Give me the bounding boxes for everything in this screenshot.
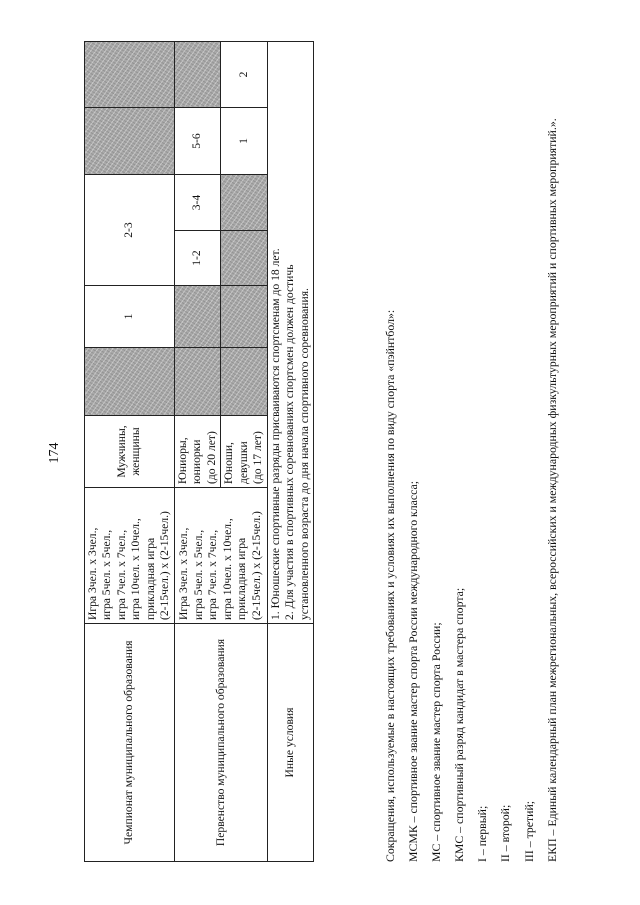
rank-requirements-table — [84, 41, 314, 862]
page-number: 174 — [47, 442, 62, 464]
abbreviation-item: КМС – спортивный разряд кандидат в мастера спорта; — [452, 587, 467, 862]
rotated-page-content — [64, 42, 624, 862]
abbreviations-intro: Сокращения, используемые в настоящих требованиях и условиях их выполнения по виду спорта «пэйнтбол»: — [383, 309, 397, 862]
shaded-cell — [85, 108, 175, 175]
rank-value: 1 — [221, 108, 267, 175]
abbreviation-item: МСМК – спортивное звание мастер спорта России международного класса; — [406, 480, 421, 862]
rank-value: 2 — [221, 42, 267, 108]
discipline-list: Игра 3чел. х 3чел., игра 5чел. х 5чел., игра 7чел. х 7чел., игра 10чел. х 10чел., прикладная игра (2-15чел.) х (2-15чел.) — [85, 488, 175, 624]
shaded-cell — [174, 42, 220, 108]
age-group: Юниоры, юниорки (до 20 лет) — [174, 416, 220, 488]
table-row-championship — [85, 42, 175, 862]
discipline-list: Игра 3чел. х 3чел., игра 5чел. х 5чел., игра 7чел. х 7чел., игра 10чел. х 10чел., прикладная игра (2-15чел.) х (2-15чел.) — [174, 488, 267, 624]
shaded-cell — [85, 348, 175, 416]
abbreviation-item: ЕКП – Единый календарный план межрегиональных, всероссийских и международных физкультурных мероприятий и спортивных мероприятий.». — [544, 118, 559, 862]
age-group: Мужчины, женщины — [85, 416, 175, 488]
shaded-cell — [221, 348, 267, 416]
shaded-cell — [174, 286, 220, 348]
rank-value: 2-3 — [85, 175, 175, 286]
shaded-cell — [221, 231, 267, 286]
abbreviation-item: II – второй; — [498, 804, 513, 862]
rank-value: 1 — [85, 286, 175, 348]
conditions-notes: 1. Юношеские спортивные разряды присваиваются спортсменам до 18 лет. 2. Для участия в спортивных соревнованиях спортсмен должен достичь установленного возраста до дня начала спортивного соревнования. — [267, 42, 313, 624]
shaded-cell — [221, 286, 267, 348]
row-label: Чемпионат муниципального образования — [85, 624, 175, 862]
row-label: Иные условия — [267, 624, 313, 862]
table-row-juniors — [174, 42, 220, 862]
rank-value: 5-6 — [174, 108, 220, 175]
abbreviation-item: I – первый; — [475, 805, 490, 862]
table-row-other-conditions — [267, 42, 313, 862]
shaded-cell — [174, 348, 220, 416]
rank-value: 3-4 — [174, 175, 220, 231]
abbreviation-item: III – третий; — [521, 800, 536, 862]
shaded-cell — [85, 42, 175, 108]
abbreviations-section — [382, 42, 567, 862]
age-group: Юноши, девушки (до 17 лет) — [221, 416, 267, 488]
rank-value: 1-2 — [174, 231, 220, 286]
row-label: Первенство муниципального образования — [174, 624, 267, 862]
abbreviation-item: МС – спортивное звание мастер спорта России; — [429, 622, 444, 862]
shaded-cell — [221, 175, 267, 231]
